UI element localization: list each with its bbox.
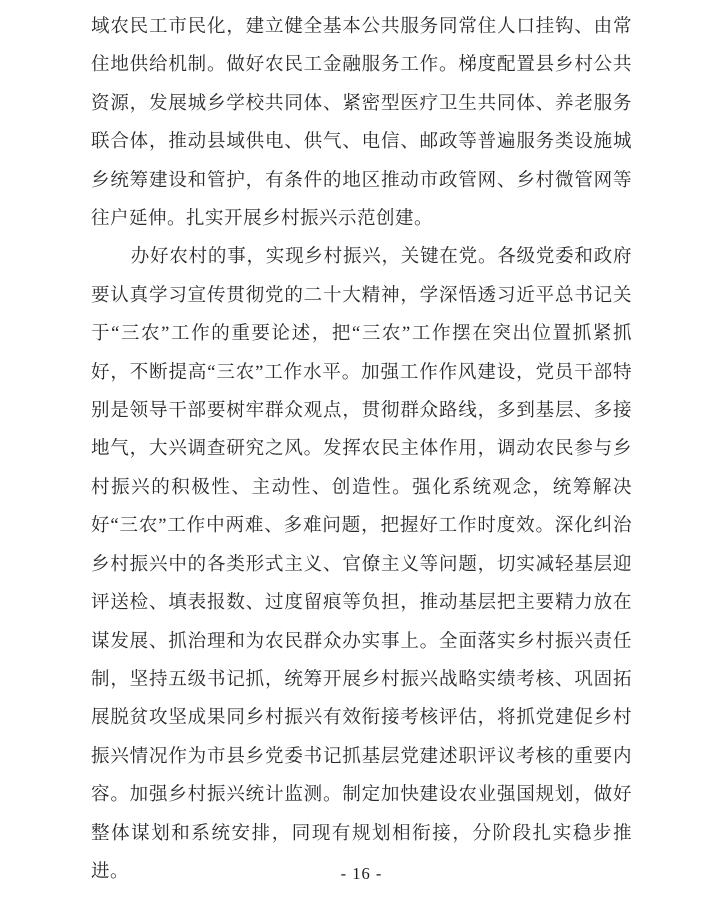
body-paragraph-2: 办好农村的事，实现乡村振兴，关键在党。各级党委和政府要认真学习宣传贯彻党的二十大精神，学深悟透习近平总书记关于“三农”工作的重要论述，把“三农”工作摆在突出位置抓紧抓好，不断提高“三农”工作水平。加强工作作风建设，党员干部特别是领导干部要树牢群众观点，贯彻群众路线，多到基层、多接地气，大兴调查研究之风。发挥农民主体作用，调动农民参与乡村振兴的积极性、主动性、创造性。强化系统观念，统筹解决好“三农”工作中两难、多难问题，把握好工作时度效。深化纠治乡村振兴中的各类形式主义、官僚主义等问题，切实减轻基层迎评送检、填表报数、过度留痕等负担，推动基层把主要精力放在谋发展、抓治理和为农民群众办实事上。全面落实乡村振兴责任制，坚持五级书记抓，统筹开展乡村振兴战略实绩考核、巩固拓展脱贫攻坚成果同乡村振兴有效衔接考核评估，将抓党建促乡村振兴情况作为市县乡党委书记抓基层党建述职评议考核的重要内容。加强乡村振兴统计监测。制定加快建设农业强国规划，做好整体谋划和系统安排，同现有规划相衔接，分阶段扎实稳步推进。 (91, 247, 632, 882)
page-number: - 16 - (340, 864, 383, 883)
document-body (91, 8, 632, 891)
body-paragraph-1: 域农民工市民化，建立健全基本公共服务同常住人口挂钩、由常住地供给机制。做好农民工金融服务工作。梯度配置县乡村公共资源，发展城乡学校共同体、紧密型医疗卫生共同体、养老服务联合体，推动县域供电、供气、电信、邮政等普遍服务类设施城乡统筹建设和管护，有条件的地区推动市政管网、乡村微管网等往户延伸。扎实开展乡村振兴示范创建。 (91, 17, 632, 230)
